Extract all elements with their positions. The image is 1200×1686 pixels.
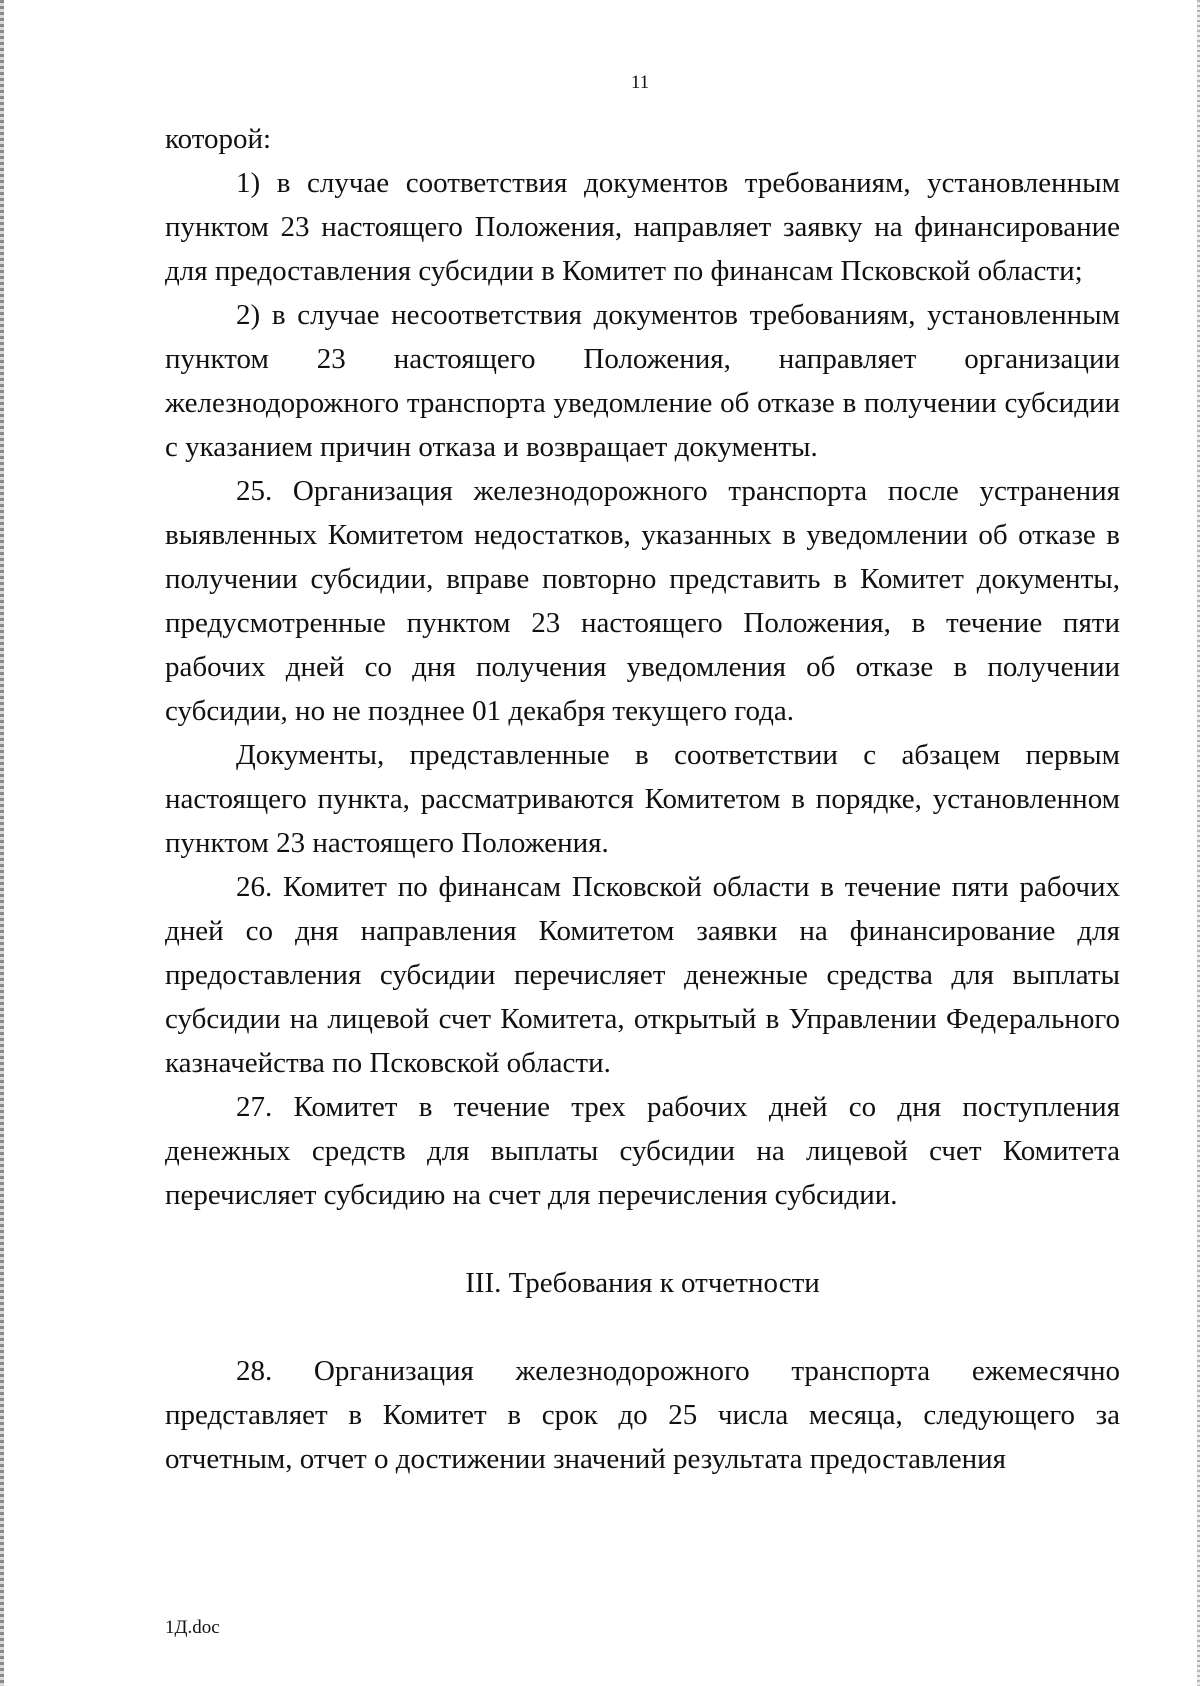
paragraph-continuation: которой: (165, 123, 272, 155)
paragraph-item-1: 1) в случае соответствия документов требованиям, установленным пунктом 23 настоящего Положения, направляет заявку на финансирование для предоставления субсидии в Комитет по финансам Псковской области; (165, 167, 1120, 287)
paragraph-26: 26. Комитет по финансам Псковской области в течение пяти рабочих дней со дня направления Комитетом заявки на финансирование для предоставления субсидии перечисляет денежные средства для выплаты субсидии на лицевой счет Комитета, открытый в Управлении Федерального казначейства по Псковской области. (165, 871, 1120, 1079)
paragraph-27: 27. Комитет в течение трех рабочих дней со дня поступления денежных средств для выплаты субсидии на лицевой счет Комитета перечисляет субсидию на счет для перечисления субсидии. (165, 1091, 1120, 1211)
page-number: 11 (630, 72, 650, 93)
paragraph-25: 25. Организация железнодорожного транспорта после устранения выявленных Комитетом недостатков, указанных в уведомлении об отказе в получении субсидии, вправе повторно представить в Комитет документы, предусмотренные пунктом 23 настоящего Положения, в течение пяти рабочих дней со дня получения уведомления об отказе в получении субсидии, но не позднее 01 декабря текущего года. (165, 475, 1120, 727)
scan-left-edge (0, 0, 4, 1686)
section-title: III. Требования к отчетности (465, 1267, 820, 1299)
paragraph-item-2: 2) в случае несоответствия документов требованиям, установленным пунктом 23 настоящего Положения, направляет организации железнодорожного транспорта уведомление об отказе в получении субсидии с указанием причин отказа и возвращает документы. (165, 299, 1120, 463)
footer-filename: 1Д.doc (165, 1617, 220, 1638)
document-body (165, 117, 1120, 1481)
paragraph-28: 28. Организация железнодорожного транспорта ежемесячно представляет в Комитет в срок до 25 числа месяца, следующего за отчетным, отчет о достижении значений результата предоставления (165, 1355, 1120, 1475)
paragraph-25-second: Документы, представленные в соответствии с абзацем первым настоящего пункта, рассматриваются Комитетом в порядке, установленном пунктом 23 настоящего Положения. (165, 739, 1120, 859)
